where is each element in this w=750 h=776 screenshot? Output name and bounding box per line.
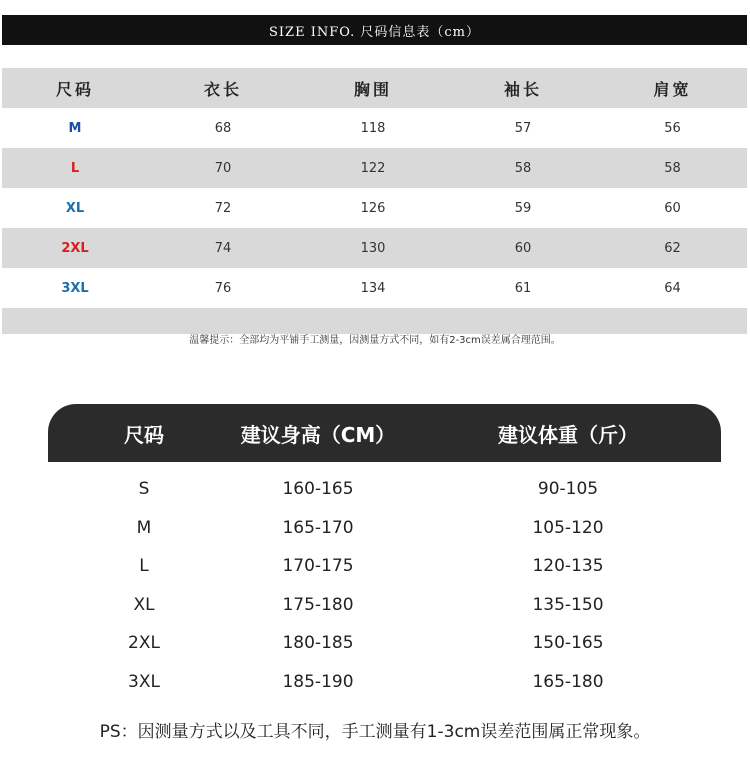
shoulder-cell: 64 — [664, 280, 681, 296]
table-row — [2, 148, 747, 188]
size-cell: 2XL — [61, 240, 89, 256]
rec-height-cell: 180-185 — [282, 633, 354, 653]
sleeve-cell: 60 — [514, 240, 532, 256]
table-row — [48, 471, 721, 510]
size-cell: L — [70, 160, 80, 176]
rec-size-cell: L — [139, 556, 149, 576]
table-row — [48, 625, 721, 664]
garment-size-table — [2, 68, 747, 334]
recommendation-table-header — [48, 404, 721, 462]
rec-height-cell: 170-175 — [282, 556, 354, 576]
shoulder-cell: 62 — [664, 240, 681, 256]
col-shoulder: 肩宽 — [653, 79, 692, 99]
rec-size-cell: S — [138, 479, 150, 499]
recommendation-table — [48, 471, 721, 702]
length-cell: 74 — [214, 240, 232, 256]
col-rec-height: 建议身高（CM） — [240, 422, 396, 447]
sleeve-cell: 58 — [514, 160, 532, 176]
size-info-title: SIZE INFO. 尺码信息表（cm） — [269, 24, 480, 40]
rec-size-cell: M — [136, 517, 152, 538]
rec-weight-cell: 120-135 — [532, 556, 604, 576]
footer-note: PS：因测量方式以及工具不同，手工测量有1-3cm误差范围属正常现象。 — [99, 722, 651, 742]
chest-cell: 122 — [360, 160, 386, 176]
measurement-tip: 温馨提示：全部均为平铺手工测量，因测量方式不同，如有2-3cm误差属合理范围。 — [189, 335, 561, 346]
col-sleeve: 袖长 — [503, 79, 542, 99]
rec-weight-cell: 150-165 — [532, 633, 604, 653]
rec-weight-cell: 135-150 — [532, 594, 604, 615]
rec-height-cell: 175-180 — [282, 594, 354, 615]
rec-weight-cell: 105-120 — [532, 517, 604, 538]
table-row — [2, 268, 747, 308]
sleeve-cell: 57 — [514, 120, 532, 136]
length-cell: 76 — [214, 280, 232, 296]
rec-size-cell: 3XL — [128, 671, 160, 692]
rec-height-cell: 165-170 — [282, 517, 354, 538]
table-row — [2, 228, 747, 268]
rec-weight-cell: 90-105 — [537, 479, 599, 499]
length-cell: 68 — [214, 120, 232, 136]
col-rec-size: 尺码 — [124, 422, 164, 447]
length-cell: 70 — [214, 160, 232, 176]
shoulder-cell: 58 — [664, 160, 681, 176]
chest-cell: 130 — [360, 240, 386, 256]
size-cell: M — [68, 120, 82, 136]
rec-size-cell: XL — [133, 594, 155, 615]
size-cell: 3XL — [61, 280, 89, 296]
chest-cell: 118 — [360, 120, 386, 136]
table-row — [2, 108, 747, 148]
rec-height-cell: 160-165 — [282, 479, 354, 499]
length-cell: 72 — [214, 200, 232, 216]
chest-cell: 134 — [360, 280, 386, 296]
size-cell: XL — [65, 200, 85, 216]
table-row — [48, 510, 721, 549]
rec-height-cell: 185-190 — [282, 671, 354, 692]
table-row — [48, 548, 721, 587]
size-info-header — [2, 15, 747, 45]
shoulder-cell: 60 — [664, 200, 681, 216]
col-length: 衣长 — [203, 79, 242, 99]
shoulder-cell: 56 — [664, 120, 681, 136]
table-row — [48, 587, 721, 626]
table-row — [48, 664, 721, 703]
table-row — [2, 188, 747, 228]
rec-size-cell: 2XL — [128, 633, 160, 653]
chest-cell: 126 — [360, 200, 386, 216]
col-chest: 胸围 — [353, 79, 392, 99]
sleeve-cell: 61 — [514, 280, 532, 296]
col-size: 尺码 — [55, 79, 94, 99]
col-rec-weight: 建议体重（斤） — [498, 422, 638, 447]
garment-table-header — [2, 68, 747, 108]
sleeve-cell: 59 — [514, 200, 532, 216]
rec-weight-cell: 165-180 — [532, 671, 604, 692]
